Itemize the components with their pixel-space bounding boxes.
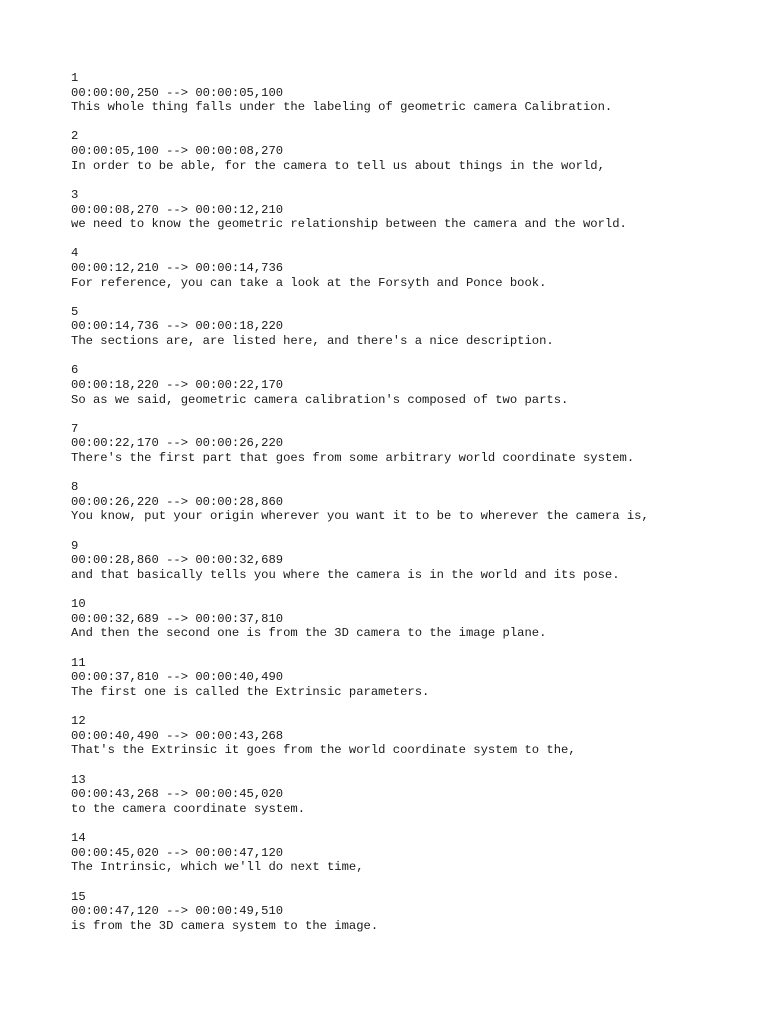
cue-index: 3 [71,187,79,202]
subtitle-cue [71,714,751,758]
subtitle-cue [71,597,751,641]
cue-text: And then the second one is from the 3D camera to the image plane. [71,626,547,641]
cue-timestamp: 00:00:08,270 --> 00:00:12,210 [71,202,284,217]
cue-timestamp: 00:00:26,220 --> 00:00:28,860 [71,494,284,509]
cue-index: 13 [71,772,86,787]
cue-text: There's the first part that goes from some arbitrary world coordinate system. [71,451,635,465]
cue-timestamp: 00:00:32,689 --> 00:00:37,810 [71,611,284,626]
cue-text: and that basically tells you where the camera is in the world and its pose. [71,567,620,582]
subtitle-cue [71,363,751,407]
subtitle-cue [71,422,751,466]
cue-timestamp: 00:00:28,860 --> 00:00:32,689 [71,553,284,568]
cue-timestamp: 00:00:37,810 --> 00:00:40,490 [71,670,284,685]
cue-index: 14 [71,831,86,846]
cue-text: This whole thing falls under the labeling of geometric camera Calibration. [71,100,613,115]
cue-timestamp: 00:00:18,220 --> 00:00:22,170 [71,377,284,392]
cue-timestamp: 00:00:00,250 --> 00:00:05,100 [71,85,284,100]
cue-timestamp: 00:00:45,020 --> 00:00:47,120 [71,845,284,860]
cue-index: 4 [71,246,79,261]
cue-timestamp: 00:00:43,268 --> 00:00:45,020 [71,787,284,802]
cue-text: That's the Extrinsic it goes from the world coordinate system to the, [71,743,576,758]
cue-timestamp: 00:00:22,170 --> 00:00:26,220 [71,436,284,451]
cue-timestamp: 00:00:05,100 --> 00:00:08,270 [71,144,284,159]
cue-index: 5 [71,304,79,319]
subtitle-cue [71,71,751,115]
cue-index: 12 [71,714,86,729]
subtitle-cue [71,890,751,934]
subtitle-cue [71,831,751,875]
cue-text: The sections are, are listed here, and there's a nice description. [71,334,554,349]
subtitle-cue [71,305,751,349]
cue-index: 6 [71,363,79,378]
subtitle-cue [71,656,751,700]
cue-text: You know, put your origin wherever you want it to be to wherever the camera is, [71,509,649,524]
cue-index: 10 [71,597,86,612]
subtitle-cue [71,480,751,524]
cue-index: 11 [71,655,86,670]
cue-text: we need to know the geometric relationship between the camera and the world. [71,217,627,232]
cue-text: In order to be able, for the camera to tell us about things in the world, [71,158,605,173]
cue-text: to the camera coordinate system. [71,801,306,816]
subtitle-cue [71,129,751,173]
cue-text: The Intrinsic, which we'll do next time, [71,860,364,875]
cue-index: 15 [71,889,86,904]
subtitle-cue [71,539,751,583]
cue-text: So as we said, geometric camera calibration's composed of two parts. [71,392,569,407]
subtitle-cue [71,188,751,232]
subtitle-cue [71,246,751,290]
cue-index: 2 [71,129,79,144]
subtitle-cue [71,773,751,817]
cue-text: For reference, you can take a look at the Forsyth and Ponce book. [71,275,547,290]
subtitle-document [71,71,751,948]
cue-index: 9 [71,538,79,553]
cue-index: 7 [71,421,79,436]
cue-text: is from the 3D camera system to the image. [71,918,379,933]
cue-index: 8 [71,480,79,495]
cue-index: 1 [71,71,79,85]
cue-timestamp: 00:00:47,120 --> 00:00:49,510 [71,904,284,919]
cue-timestamp: 00:00:40,490 --> 00:00:43,268 [71,728,284,743]
cue-timestamp: 00:00:14,736 --> 00:00:18,220 [71,319,284,334]
cue-text: The first one is called the Extrinsic parameters. [71,684,430,699]
cue-timestamp: 00:00:12,210 --> 00:00:14,736 [71,261,284,275]
